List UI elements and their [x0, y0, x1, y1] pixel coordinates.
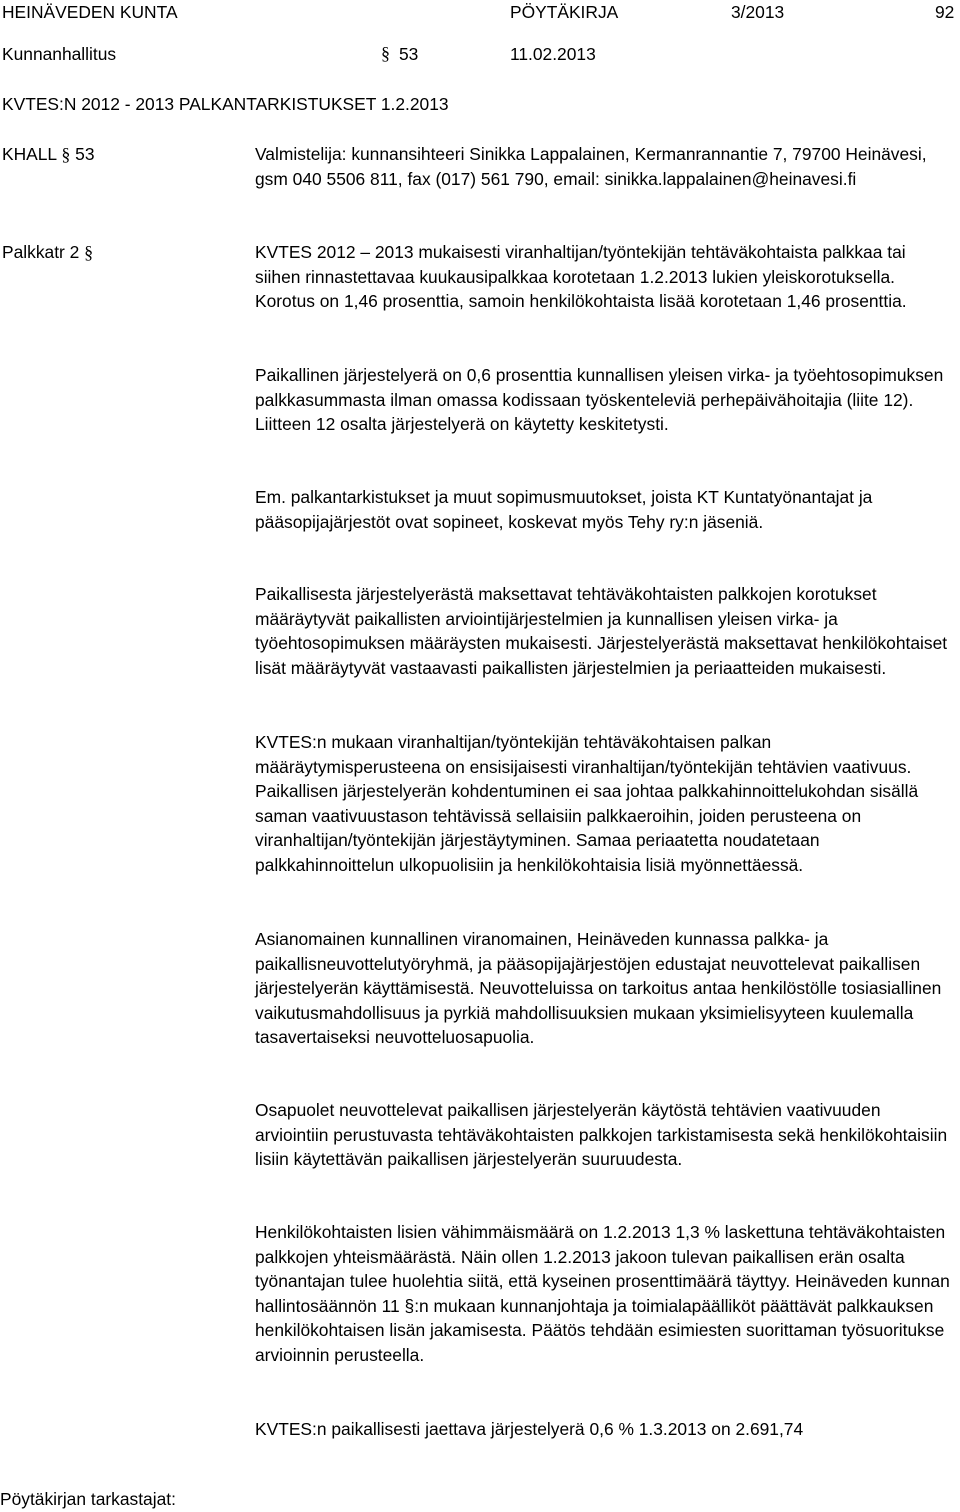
paragraph: KVTES:n paikallisesti jaettava järjestelyerä 0,6 % 1.3.2013 on 2.691,74: [255, 1419, 804, 1439]
section-sign-icon: §: [84, 242, 94, 262]
paragraph: Asianomainen kunnallinen viranomainen, Heinäveden kunnassa palkka- ja paikallisneuvottelutyöryhmä, ja pääsopijajärjestöjen edustajat neuvottelevat paikallisen järjestelyerän käyttämisestä. Neuvotteluissa on tarkoitus antaa henkilöstölle tosiasiallinen vaikutusmahdollisuus ja pyrkiä mahdollisuuksien mukaan yksimielisyyteen kuulemalla tasavertaiseksi neuvotteluosapuolia.: [255, 929, 942, 1048]
page-title: KVTES:N 2012 - 2013 PALKANTARKISTUKSET 1.2.2013: [2, 94, 449, 114]
footer-inspectors-label: Pöytäkirjan tarkastajat:: [0, 1489, 176, 1509]
doc-type: PÖYTÄKIRJA: [510, 2, 619, 22]
paragraph: Paikallisesta järjestelyerästä maksettavat tehtäväkohtaisten palkkojen korotukset määräytyvät paikallisten arviointijärjestelmien ja kunnallisen yleisen virka- ja työehtosopimuksen määräysten mukaisesti. Järjestelyerästä maksettavat henkilökohtaiset lisät määräytyvät vastaavasti paikallisten järjestelmien ja periaatteiden mukaisesti.: [255, 584, 948, 678]
paragraph: Henkilökohtaisten lisien vähimmäismäärä on 1.2.2013 1,3 % laskettuna tehtäväkohtaisten palkkojen yhteismäärästä. Näin ollen 1.2.2013 jakoon tulevan paikallisen erän osalta työnantajan tulee huolehtia siitä, että kyseinen prosenttimäärä täyttyy. Heinäveden kunnan hallintosäännön 11 §:n mukaan kunnanjohtaja ja toimialapäälliköt päättävät palkkauksen henkilökohtaisen lisän jakamisesta. Päätös tehdään esimiesten suorittaman työsuoritukse arvioinnin perusteella.: [255, 1222, 950, 1365]
body-name: Kunnanhallitus: [2, 44, 117, 64]
section-sign-icon: §: [381, 43, 390, 63]
paragraph: Osapuolet neuvottelevat paikallisen järjestelyerän käytöstä tehtävien vaativuuden arviointiin perustuvasta tehtäväkohtaisten palkkojen tarkistamisesta sekä henkilökohtaisiin lisiin käytettävän paikallisen järjestelyerän suuruudesta.: [255, 1100, 948, 1170]
khall-number: 53: [75, 144, 95, 164]
paragraph: KVTES:n mukaan viranhaltijan/työntekijän tehtäväkohtaisen palkan määräytymisperusteena on ensisijaisesti viranhaltijan/työntekijän tehtävien vaativuus. Paikallisen järjestelyerän kohdentuminen ei saa johtaa palkkahinnoittelukohdan sisällä saman vaativuustason tehtävissä sellaisiin palkkaeroihin, joiden perusteena on viranhaltijan/työntekijän järjestäytyminen. Samaa periaatetta noudatetaan palkkahinnoittelun ulkopuolisiin ja henkilökohtaisia lisiä myönnettäessä.: [255, 732, 919, 875]
palkkatr-text: Palkkatr 2: [2, 242, 80, 262]
paragraph: KVTES 2012 – 2013 mukaisesti viranhaltijan/työntekijän tehtäväkohtaista palkkaa tai siihen rinnastettavaa kuukausipalkkaa korotetaan 1.2.2013 lukien yleiskorotuksella. Korotus on 1,46 prosenttia, samoin henkilökohtaista lisää korotetaan 1,46 prosenttia.: [255, 242, 907, 312]
header-section-number: 53: [399, 44, 419, 64]
paragraph: Em. palkantarkistukset ja muut sopimusmuutokset, joista KT Kuntatyönantajat ja pääsopijajärjestöt ovat sopineet, koskevat myös Tehy ry:n jäseniä.: [255, 487, 873, 532]
meeting-date: 11.02.2013: [510, 44, 596, 64]
paragraph: Paikallinen järjestelyerä on 0,6 prosenttia kunnallisen yleisen virka- ja työehtosopimuksen palkkasummasta ilman omassa kodissaan työskenteleviä perhepäivähoitajia (liite 12). Liitteen 12 osalta järjestelyerä on käytetty keskitetysti.: [255, 365, 944, 435]
org-name: HEINÄVEDEN KUNTA: [2, 2, 178, 22]
doc-number: 3/2013: [731, 2, 785, 22]
khall-text: KHALL: [2, 144, 57, 164]
palkkatr-label: [2, 240, 93, 265]
preparer-info: Valmistelija: kunnansihteeri Sinikka Lappalainen, Kermanrannantie 7, 79700 Heinävesi, gsm 040 5506 811, fax (017) 561 790, email: sinikka.lappalainen@heinavesi.fi: [255, 144, 927, 189]
khall-label: [2, 142, 95, 167]
section-sign-icon: §: [61, 144, 71, 164]
page-number: 92: [935, 2, 955, 22]
